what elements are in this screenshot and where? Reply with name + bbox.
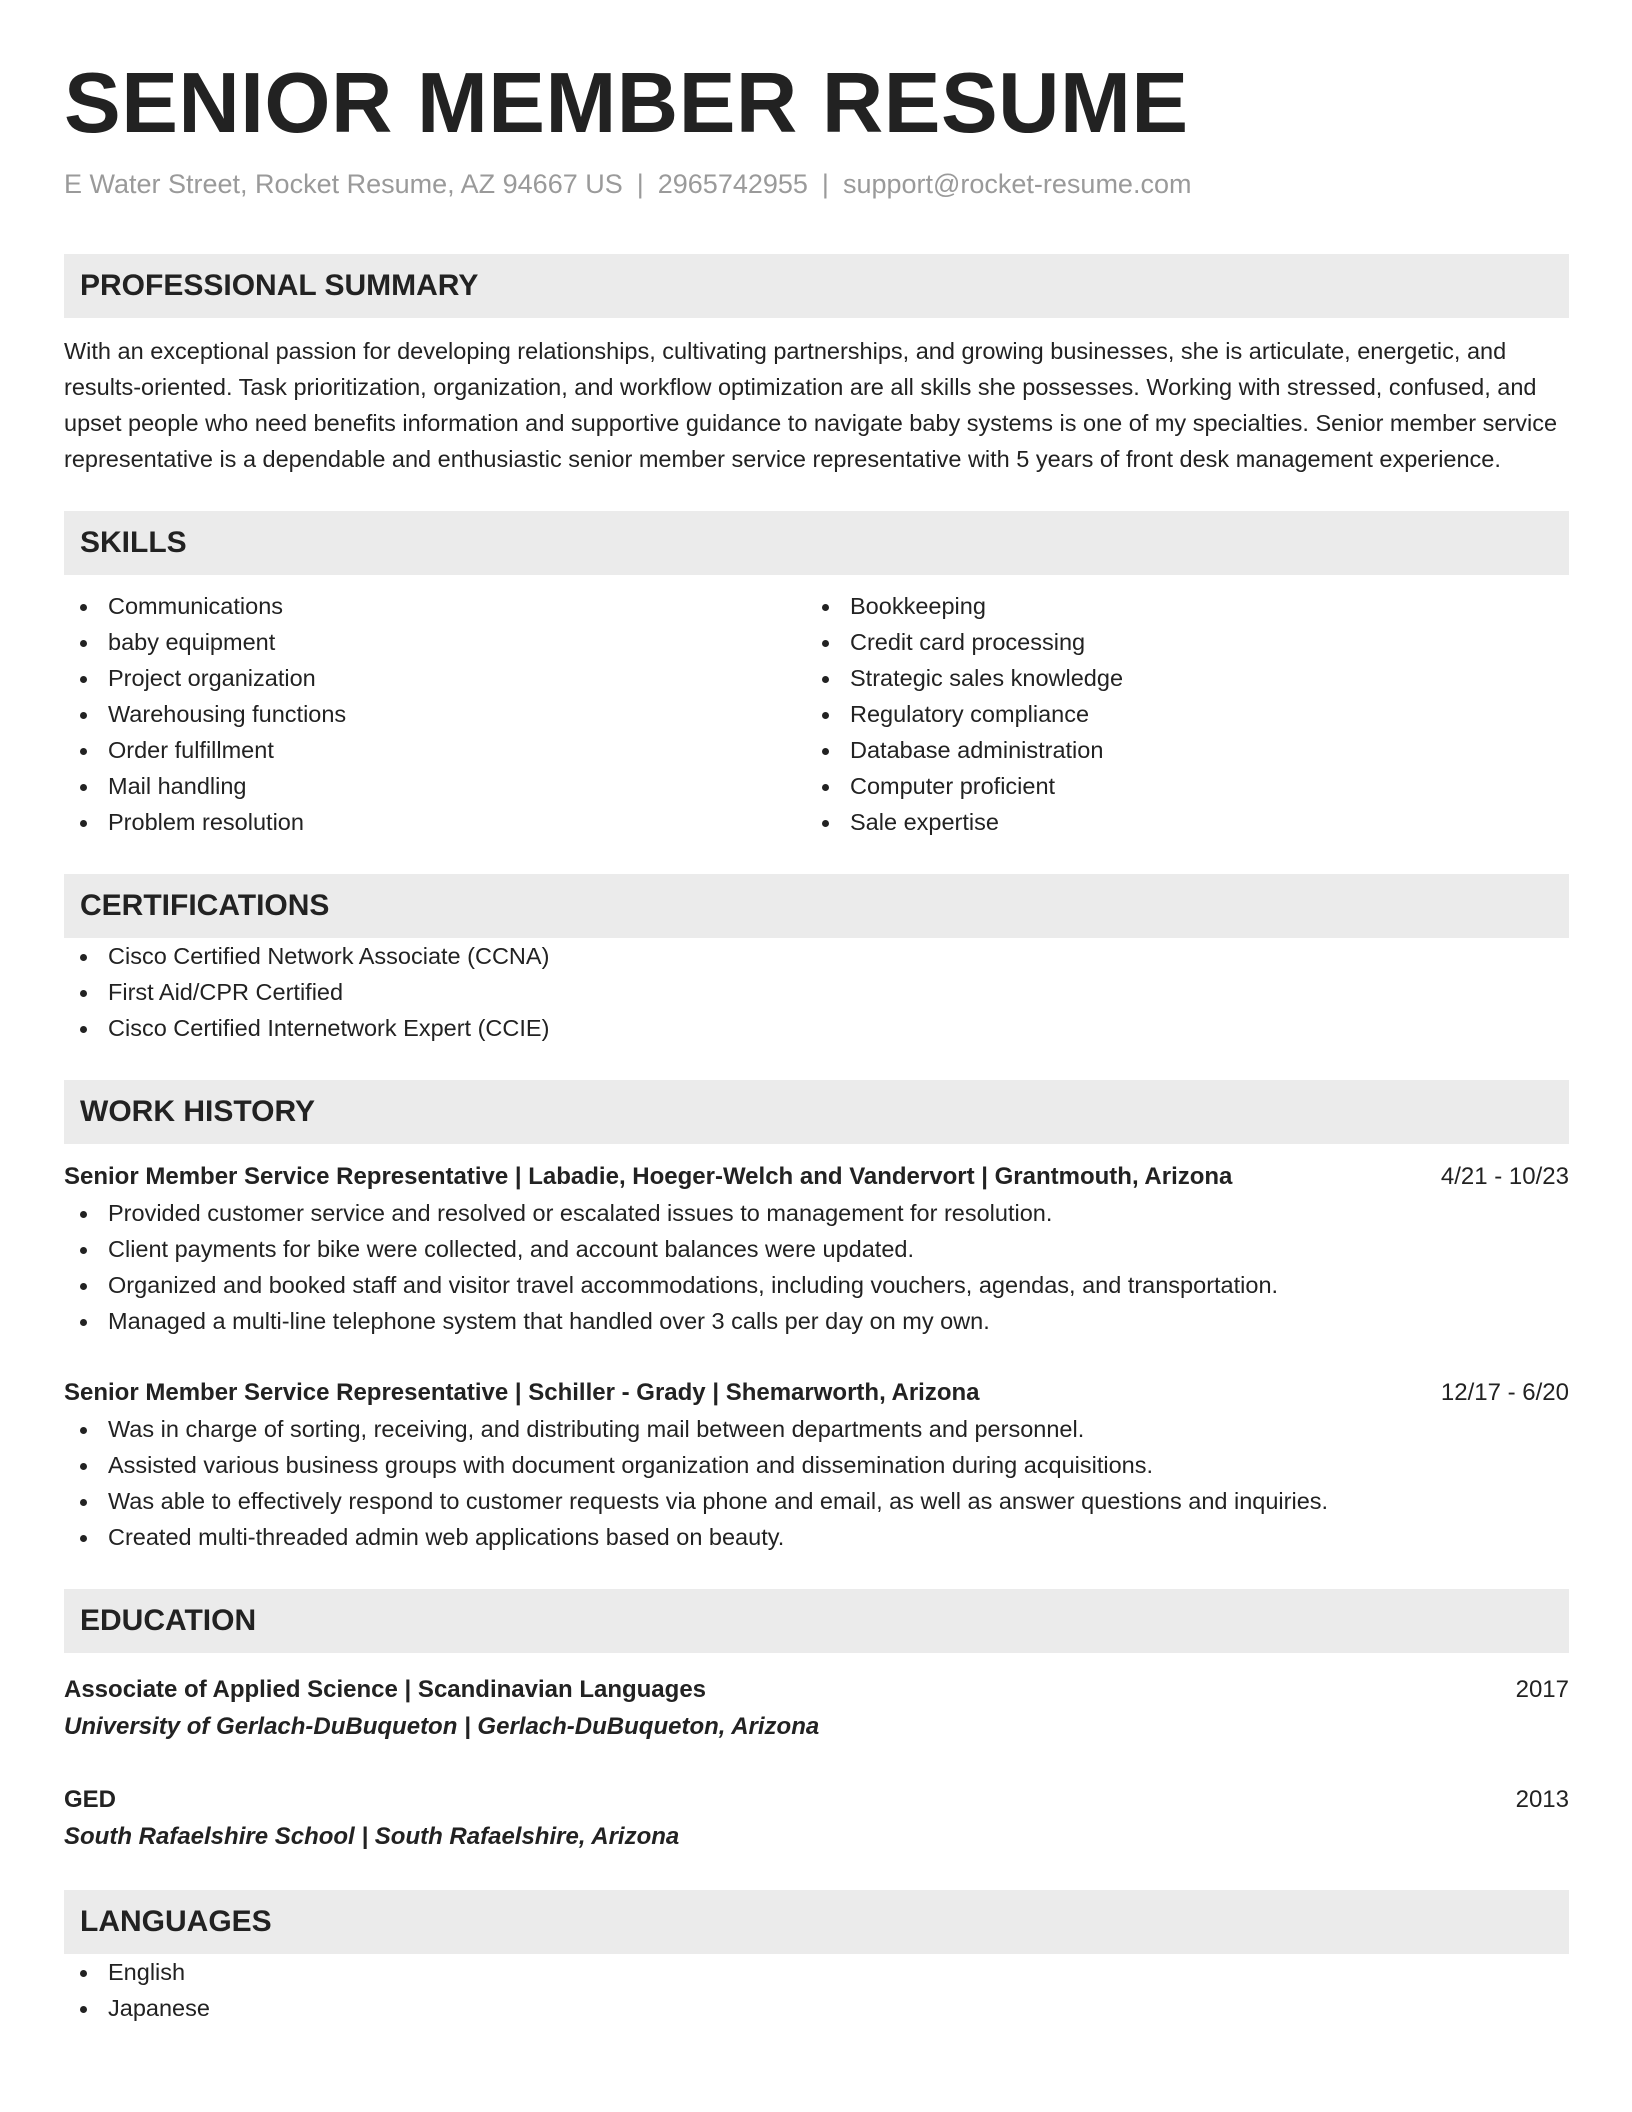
education-entry [64, 1672, 1569, 1746]
skill-item: Credit card processing [806, 624, 1548, 660]
job-entry [64, 1159, 1569, 1339]
education-header [64, 1782, 1569, 1818]
contact-separator: | [821, 169, 829, 199]
job-duties-list [64, 1411, 1569, 1555]
job-duty: Organized and booked staff and visitor travel accommodations, including vouchers, agendas, and transportation. [64, 1267, 1569, 1303]
skill-item: Database administration [806, 732, 1548, 768]
skill-item: Project organization [64, 660, 806, 696]
job-duty: Was in charge of sorting, receiving, and distributing mail between departments and personnel. [64, 1411, 1569, 1447]
job-dates: 12/17 - 6/20 [1440, 1379, 1569, 1406]
job-duties-list [64, 1195, 1569, 1339]
certification-item: Cisco Certified Network Associate (CCNA) [64, 938, 1569, 974]
job-title: Senior Member Service Representative | Schiller - Grady | Shemarworth, Arizona [64, 1379, 980, 1406]
skills-list-right [806, 588, 1548, 840]
section-heading-certifications: CERTIFICATIONS [64, 874, 1569, 938]
skill-item: Problem resolution [64, 804, 806, 840]
education-school: South Rafaelshire School | South Rafaelshire, Arizona [64, 1823, 680, 1850]
job-duty: Client payments for bike were collected, and account balances were updated. [64, 1231, 1569, 1267]
education-degree: Associate of Applied Science | Scandinavian Languages [64, 1676, 707, 1703]
education-entry [64, 1782, 1569, 1856]
education-degree: GED [64, 1786, 117, 1813]
job-duty: Managed a multi-line telephone system that handled over 3 calls per day on my own. [64, 1303, 1569, 1339]
section-heading-education: EDUCATION [64, 1589, 1569, 1653]
job-duty: Created multi-threaded admin web applications based on beauty. [64, 1519, 1569, 1555]
skill-item: Computer proficient [806, 768, 1548, 804]
skill-item: Warehousing functions [64, 696, 806, 732]
summary-text: With an exceptional passion for developing relationships, cultivating partnerships, and growing businesses, she is articulate, energetic, and results-oriented. Task prioritization, organization, and workflow optimization are all skills she possesses. Working with stressed, confused, and upset people who need benefits information and supportive guidance to navigate baby systems is one of my specialties. Senior member service representative is a dependable and enthusiastic senior member service representative with 5 years of front desk management experience. [64, 338, 1558, 472]
skills-list-left [64, 588, 806, 840]
education-year: 2017 [1515, 1676, 1569, 1703]
job-duty: Was able to effectively respond to customer requests via phone and email, as well as answer questions and inquiries. [64, 1483, 1569, 1519]
contact-phone: 2965742955 [657, 169, 808, 199]
skill-item: Order fulfillment [64, 732, 806, 768]
certification-item: First Aid/CPR Certified [64, 974, 1569, 1010]
job-duty: Assisted various business groups with document organization and dissemination during acquisitions. [64, 1447, 1569, 1483]
job-header [64, 1159, 1569, 1195]
skills-grid [64, 588, 1569, 840]
contact-address: E Water Street, Rocket Resume, AZ 94667 US [64, 169, 623, 199]
education-school: University of Gerlach-DuBuqueton | Gerlach-DuBuqueton, Arizona [64, 1713, 820, 1740]
section-heading-skills: SKILLS [64, 511, 1569, 575]
skill-item: Communications [64, 588, 806, 624]
skill-item: Sale expertise [806, 804, 1548, 840]
skill-item: baby equipment [64, 624, 806, 660]
job-duty: Provided customer service and resolved or escalated issues to management for resolution. [64, 1195, 1569, 1231]
section-heading-summary: PROFESSIONAL SUMMARY [64, 254, 1569, 318]
resume-title: SENIOR MEMBER RESUME [64, 56, 1189, 151]
language-item: English [64, 1954, 1569, 1990]
contact-separator: | [636, 169, 644, 199]
contact-line [64, 166, 1569, 202]
languages-list [64, 1954, 1569, 2026]
job-header [64, 1375, 1569, 1411]
certifications-list [64, 938, 1569, 1046]
certification-item: Cisco Certified Internetwork Expert (CCIE) [64, 1010, 1569, 1046]
contact-email: support@rocket-resume.com [842, 169, 1192, 199]
skill-item: Regulatory compliance [806, 696, 1548, 732]
job-title: Senior Member Service Representative | Labadie, Hoeger-Welch and Vandervort | Grantmouth, Arizona [64, 1163, 1233, 1190]
job-entry [64, 1375, 1569, 1555]
section-heading-work-history: WORK HISTORY [64, 1080, 1569, 1144]
skill-item: Strategic sales knowledge [806, 660, 1548, 696]
education-header [64, 1672, 1569, 1708]
education-year: 2013 [1515, 1786, 1569, 1813]
skill-item: Bookkeeping [806, 588, 1548, 624]
skill-item: Mail handling [64, 768, 806, 804]
job-dates: 4/21 - 10/23 [1440, 1163, 1569, 1190]
section-heading-languages: LANGUAGES [64, 1890, 1569, 1954]
language-item: Japanese [64, 1990, 1569, 2026]
